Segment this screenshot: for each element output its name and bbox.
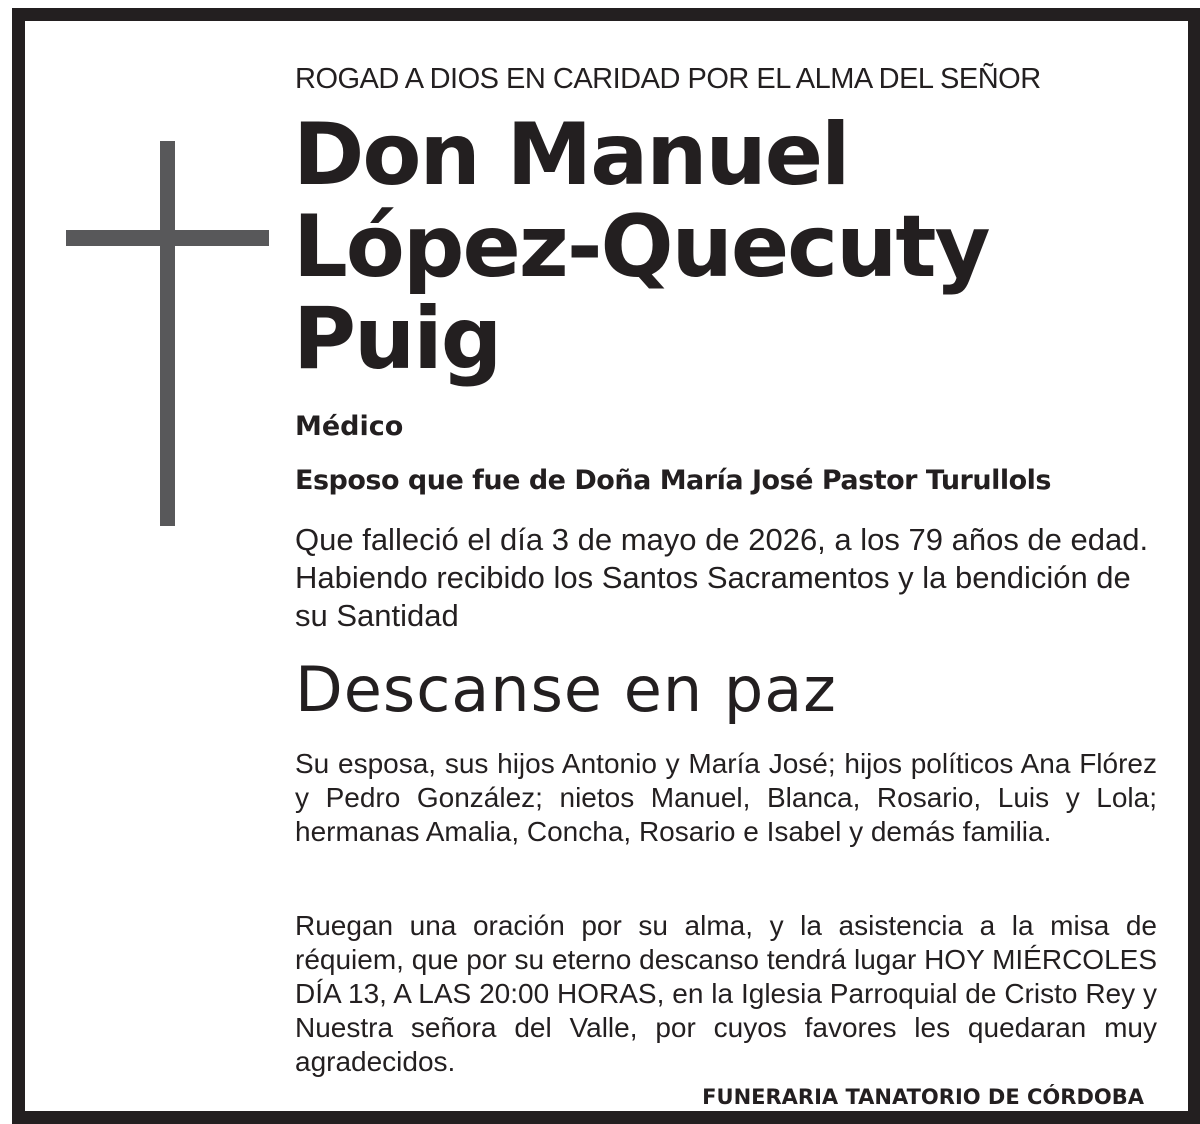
- deceased-name-line-1: Don Manuel: [293, 105, 849, 205]
- deceased-name-line-2: López-Quecuty: [293, 197, 989, 297]
- deceased-name: [293, 105, 989, 389]
- prayer-line: ROGAD A DIOS EN CARIDAD POR EL ALMA DEL SEÑOR: [295, 63, 1041, 95]
- funeral-home: FUNERARIA TANATORIO DE CÓRDOBA: [702, 1085, 1144, 1109]
- mass-paragraph: Ruegan una oración por su alma, y la asistencia a la misa de réquiem, que por su eterno descanso tendrá lugar HOY MIÉRCOLES DÍA 13, A LAS 20:00 HORAS, en la Iglesia Parroquial de Cristo Rey y Nuestra señora del Valle, por cuyos favores les quedaran muy agradecidos.: [295, 910, 1157, 1077]
- profession: Médico: [295, 411, 404, 442]
- latin-cross-icon-bar: [66, 230, 269, 246]
- spouse-line: Esposo que fue de Doña María José Pastor Turullols: [295, 465, 1051, 496]
- family-paragraph: Su esposa, sus hijos Antonio y María José; hijos políticos Ana Flórez y Pedro González; nietos Manuel, Blanca, Rosario, Luis y Lola; hermanas Amalia, Concha, Rosario e Isabel y demás familia.: [295, 748, 1157, 847]
- rest-in-peace: Descanse en paz: [295, 653, 837, 726]
- deceased-name-line-3: Puig: [293, 289, 501, 389]
- death-notice: Que falleció el día 3 de mayo de 2026, a los 79 años de edad. Habiendo recibido los Santos Sacramentos y la bendición de su Santidad: [295, 522, 1149, 633]
- obituary-frame: [12, 8, 1200, 1124]
- latin-cross-icon: [160, 141, 175, 526]
